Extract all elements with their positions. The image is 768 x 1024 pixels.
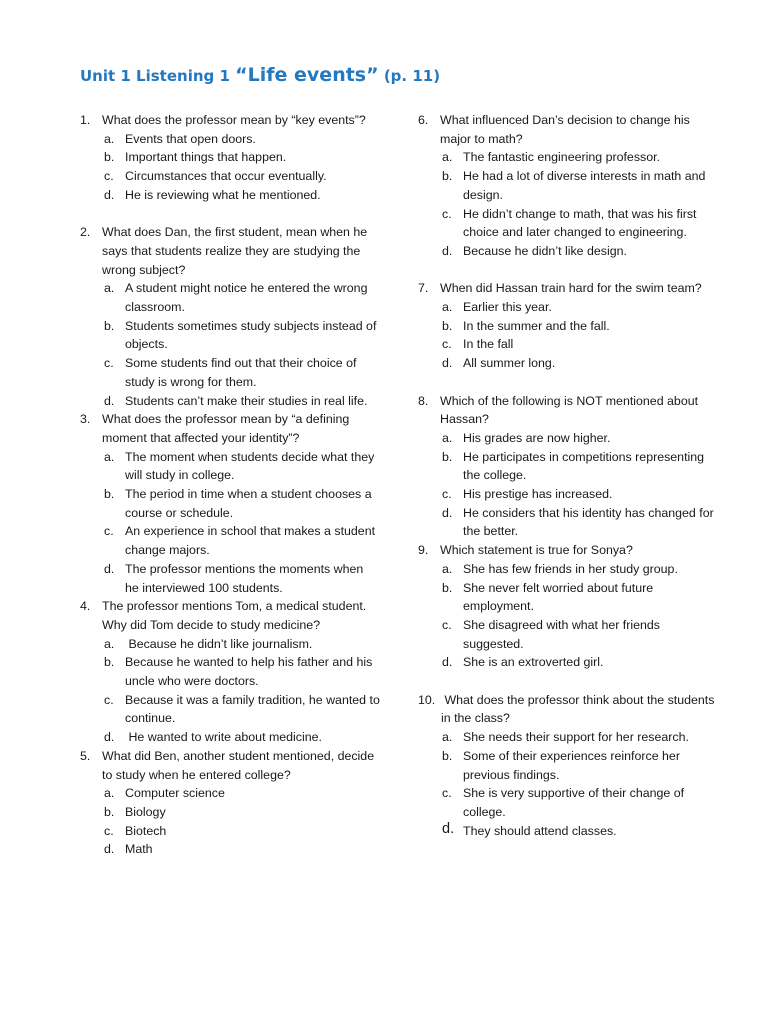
question-number: 5. xyxy=(80,748,91,763)
option-letter: a. xyxy=(442,561,453,576)
question-number: 6. xyxy=(418,113,429,127)
title-unit: Unit 1 Listening 1 xyxy=(80,67,236,85)
question-stem xyxy=(80,597,380,634)
answer-option xyxy=(418,335,718,354)
option-letter: d. xyxy=(104,393,115,408)
answer-option xyxy=(80,279,380,316)
answer-option xyxy=(80,822,380,841)
option-letter: d. xyxy=(104,842,115,857)
answer-option xyxy=(418,242,718,261)
question-text: Which statement is true for Sonya? xyxy=(440,543,633,558)
option-text: She disagreed with what her friends suggested. xyxy=(463,617,660,651)
spacer xyxy=(418,672,718,691)
option-letter: a. xyxy=(442,730,453,745)
option-letter: c. xyxy=(104,823,114,838)
answer-options xyxy=(418,148,718,260)
question-stem xyxy=(80,747,380,784)
answer-option xyxy=(418,485,718,504)
option-letter: d. xyxy=(442,356,453,371)
question-stem xyxy=(80,410,380,447)
option-letter: b. xyxy=(104,150,115,165)
option-text: All summer long. xyxy=(463,356,556,371)
question-stem xyxy=(418,691,718,728)
answer-option xyxy=(418,616,718,653)
option-text: She is an extroverted girl. xyxy=(463,655,604,670)
option-letter: b. xyxy=(104,805,115,819)
option-text: She needs their support for her research. xyxy=(463,730,689,745)
option-text: The period in time when a student chooses a course or schedule. xyxy=(125,487,372,520)
left-column xyxy=(80,111,380,859)
option-letter: a. xyxy=(104,131,115,146)
answer-option xyxy=(418,822,718,841)
title-topic: “Life events” xyxy=(235,64,379,86)
answer-option xyxy=(418,784,718,821)
question-stem xyxy=(418,392,718,429)
answer-options xyxy=(80,130,380,205)
option-text: Computer science xyxy=(125,786,225,801)
answer-option xyxy=(80,354,380,391)
option-letter: d. xyxy=(442,655,453,670)
answer-option xyxy=(418,579,718,616)
answer-option xyxy=(418,504,718,541)
option-text: He participates in competitions representing the college. xyxy=(463,449,705,483)
question-7 xyxy=(418,279,718,373)
option-text: The moment when students decide what they will study in college. xyxy=(125,449,375,483)
answer-option xyxy=(80,130,380,149)
answer-options xyxy=(418,728,718,840)
question-stem xyxy=(418,541,718,560)
answer-options xyxy=(418,560,718,672)
option-letter: a. xyxy=(104,281,115,296)
question-text: What influenced Dan’s decision to change his major to math? xyxy=(440,113,690,146)
option-letter: c. xyxy=(104,692,114,707)
option-letter: d. xyxy=(104,187,115,202)
option-text: Important things that happen. xyxy=(125,150,287,165)
option-letter: b. xyxy=(104,318,115,333)
option-letter: a. xyxy=(104,636,115,651)
question-stem xyxy=(80,111,380,130)
answer-option xyxy=(80,392,380,411)
option-text: He is reviewing what he mentioned. xyxy=(125,187,321,202)
question-text: What does the professor mean by “key events”? xyxy=(102,113,366,127)
worksheet-title xyxy=(80,64,440,86)
option-letter: b. xyxy=(442,449,453,464)
question-stem xyxy=(80,223,380,279)
option-text: Biology xyxy=(125,805,166,819)
option-text: His grades are now higher. xyxy=(463,430,611,445)
answer-option xyxy=(80,317,380,354)
question-number: 10. xyxy=(418,692,436,707)
option-text: In the fall xyxy=(463,337,514,352)
question-6 xyxy=(418,111,718,261)
option-text: Because he didn’t like design. xyxy=(463,243,627,258)
option-text: Some of their experiences reinforce her previous findings. xyxy=(463,748,680,782)
answer-option xyxy=(80,653,380,690)
answer-option xyxy=(418,298,718,317)
answer-option xyxy=(80,691,380,728)
option-text: He wanted to write about medicine. xyxy=(125,730,322,745)
spacer xyxy=(418,373,718,392)
option-letter: b. xyxy=(104,655,115,670)
answer-option xyxy=(418,317,718,336)
option-letter: a. xyxy=(104,786,115,801)
question-number: 8. xyxy=(418,393,429,408)
answer-option xyxy=(418,167,718,204)
option-letter: b. xyxy=(442,169,453,184)
option-text: His prestige has increased. xyxy=(463,487,613,502)
question-10 xyxy=(418,691,718,841)
option-letter: a. xyxy=(104,449,115,464)
answer-option xyxy=(418,560,718,579)
answer-option xyxy=(80,840,380,859)
option-letter: c. xyxy=(442,617,452,632)
option-letter: b. xyxy=(442,748,453,763)
right-column xyxy=(418,111,718,840)
option-text: The fantastic engineering professor. xyxy=(463,150,660,165)
option-text: Events that open doors. xyxy=(125,131,256,146)
option-letter: c. xyxy=(442,487,452,502)
spacer xyxy=(418,261,718,280)
question-3 xyxy=(80,410,380,597)
question-text: Which of the following is NOT mentioned about Hassan? xyxy=(440,393,699,427)
option-letter: c. xyxy=(104,169,114,184)
answer-options xyxy=(80,448,380,598)
option-text: An experience in school that makes a student change majors. xyxy=(125,524,376,558)
question-stem xyxy=(418,111,718,148)
answer-option xyxy=(418,728,718,747)
option-text: Earlier this year. xyxy=(463,300,552,315)
option-text: He had a lot of diverse interests in math and design. xyxy=(463,169,706,202)
option-text: Students sometimes study subjects instead of objects. xyxy=(125,318,377,352)
option-text: Circumstances that occur eventually. xyxy=(125,169,327,184)
option-letter: c. xyxy=(442,786,452,801)
answer-options xyxy=(418,429,718,541)
answer-option xyxy=(80,560,380,597)
question-4 xyxy=(80,597,380,747)
option-text: She never felt worried about future employment. xyxy=(463,580,654,614)
answer-option xyxy=(80,448,380,485)
option-text: He didn’t change to math, that was his first choice and later changed to engineering. xyxy=(463,206,697,240)
question-text: What did Ben, another student mentioned, decide to study when he entered college? xyxy=(102,748,375,782)
answer-option xyxy=(80,186,380,205)
answer-options xyxy=(418,298,718,373)
option-letter: d. xyxy=(442,243,453,258)
option-text: Math xyxy=(125,842,153,857)
question-text: The professor mentions Tom, a medical student. Why did Tom decide to study medicine? xyxy=(102,599,367,632)
question-text: When did Hassan train hard for the swim team? xyxy=(440,281,702,296)
option-letter: d. xyxy=(104,561,115,576)
option-letter: c. xyxy=(104,356,114,371)
answer-option xyxy=(80,148,380,167)
question-8 xyxy=(418,392,718,542)
question-number: 2. xyxy=(80,225,91,240)
question-5 xyxy=(80,747,380,859)
option-text: He considers that his identity has changed for the better. xyxy=(463,505,714,539)
answer-option xyxy=(80,803,380,822)
spacer xyxy=(80,205,380,224)
option-letter: c. xyxy=(442,337,452,352)
answer-option xyxy=(418,429,718,448)
option-text: Some students find out that their choice of study is wrong for them. xyxy=(125,356,357,389)
answer-option xyxy=(80,728,380,747)
answer-option xyxy=(418,653,718,672)
question-number: 1. xyxy=(80,113,91,127)
option-text: The professor mentions the moments when he interviewed 100 students. xyxy=(125,561,364,595)
answer-options xyxy=(80,279,380,410)
answer-option xyxy=(80,784,380,803)
option-letter: d. xyxy=(442,505,453,520)
question-number: 4. xyxy=(80,599,91,614)
option-text: Students can’t make their studies in real life. xyxy=(125,393,368,408)
option-text: A student might notice he entered the wrong classroom. xyxy=(125,281,368,315)
option-text: Because he wanted to help his father and his uncle who were doctors. xyxy=(125,655,373,689)
option-text: She is very supportive of their change of college. xyxy=(463,786,685,819)
option-letter: c. xyxy=(442,206,452,221)
answer-option xyxy=(418,205,718,242)
option-letter: a. xyxy=(442,150,453,165)
option-text: Because he didn’t like journalism. xyxy=(125,636,313,651)
answer-options xyxy=(80,784,380,859)
title-page-ref: (p. 11) xyxy=(378,67,441,85)
question-number: 3. xyxy=(80,412,91,427)
question-number: 9. xyxy=(418,543,429,558)
question-9 xyxy=(418,541,718,672)
option-letter: b. xyxy=(442,318,453,333)
option-letter: b. xyxy=(442,580,453,595)
answer-option xyxy=(80,522,380,559)
option-text: They should attend classes. xyxy=(463,823,617,838)
answer-option xyxy=(418,448,718,485)
option-letter: c. xyxy=(104,524,114,539)
question-text: What does the professor think about the students in the class? xyxy=(441,692,715,726)
answer-options xyxy=(80,635,380,747)
option-letter: a. xyxy=(442,300,453,315)
option-letter: b. xyxy=(104,487,115,502)
answer-option xyxy=(80,485,380,522)
answer-option xyxy=(418,354,718,373)
option-text: Because it was a family tradition, he wanted to continue. xyxy=(125,692,380,726)
question-stem xyxy=(418,279,718,298)
answer-option xyxy=(80,167,380,186)
option-letter: a. xyxy=(442,430,453,445)
answer-option xyxy=(418,148,718,167)
option-letter: d. xyxy=(442,820,455,837)
question-1 xyxy=(80,111,380,205)
question-text: What does the professor mean by “a defining moment that affected your identity”? xyxy=(102,412,350,445)
question-2 xyxy=(80,223,380,410)
answer-option xyxy=(418,747,718,784)
option-text: She has few friends in her study group. xyxy=(463,561,678,576)
option-text: Biotech xyxy=(125,823,167,838)
question-text: What does Dan, the first student, mean when he says that students realize they are studying the wrong subject? xyxy=(102,225,368,277)
answer-option xyxy=(80,635,380,654)
question-number: 7. xyxy=(418,281,429,296)
option-text: In the summer and the fall. xyxy=(463,318,610,333)
option-letter: d. xyxy=(104,730,115,745)
